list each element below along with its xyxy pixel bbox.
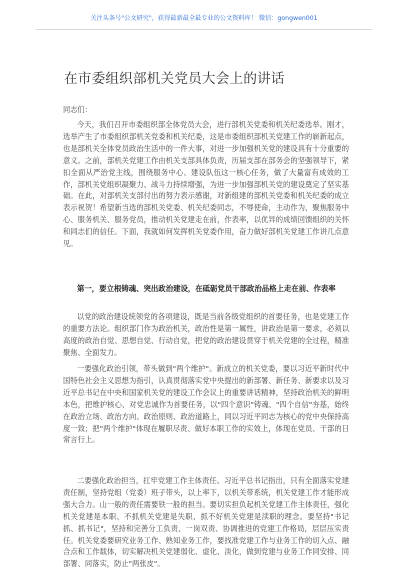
paragraph: 以党的政治建设统领党的各项建设，既是当前各级党组织的首要任务，也是党建工作的重要方法论。组织部门作为政治机关，政治性是第一属性，讲政治是第一要求，必须以高度的政治自觉、思想自觉、行动自觉，把党的政治建设贯穿于机关党建的全过程，精准聚焦、全面发力。 bbox=[63, 312, 349, 357]
document-title: 在市委组织部机关党员大会上的讲话 bbox=[64, 71, 285, 87]
paragraph: 今天，我们召开市委组织部全体党员大会，进行部机关党委和机关纪委选举。刚才，选举产生了市委组织部机关党委和机关纪委，这是市委组织部机关党建工作的崭新起点，也是部机关全体党员政治生活中的一件大事，对进一步加强机关党的建设具有十分重要的意义。之前，部机关党建工作由机关支部具体负责，历届支部在部务会的坚强领导下，紧扣全面从严治党主线，围绕服务中心、建设队伍这一核心任务，做了大量富有成效的工作，部机关党组织凝聚力、战斗力持续增强，为进一步加强部机关党的建设奠定了坚实基础。在此，对部机关支部付出的努力表示感谢，对新组建的部机关党委和机关纪委的成立表示祝贺！希望新当选的部机关党委、机关纪委同志，不辱使命，主动作为，聚焦服务中心、服务机关、服务党员，推动机关党建走在前，作表率，以优异的成绩回馈组织的关怀和同志们的信任。下面，我就如何发挥机关党委作用，奋力做好部机关党建工作讲几点意见。 bbox=[63, 120, 349, 249]
section-heading: 第一，要立根铸魂、突出政治建设，在砥砺党员干部政治品格上走在前、作表率 bbox=[77, 284, 336, 293]
paragraph: 一要强化政治引领，带头做到"两个维护"。新成立的机关党委，要以习近平新时代中国特色社会主义思想为指引，认真贯彻落实党中央提出的新部署、新任务、新要求以及习近平总书记在中央和国家机关党的建设工作会议上的重要讲话精神，坚持政治机关的鲜明本色，把维护核心、对党忠诚作为首要任务，以"四个意识"铸魂、"四个自信"夯基，始终在政治立场、政治方向、政治原则、政治道路上，同以习近平同志为核心的党中央保持高度一致；把"两个维护"体现在履职尽责、做好本职工作的实效上，体现在党员、干部的日常言行上。 bbox=[63, 364, 349, 445]
salutation: 同志们： bbox=[63, 105, 92, 114]
header-divider bbox=[36, 29, 372, 30]
paragraph: 二要强化政治担当，扛牢党建工作主体责任。习近平总书记指出，只有全面落实党建责任制，坚持党组（党委）班子带头，以上率下，以机关带系统，机关党建工作才能形成强大合力。山一般的责任需要铁一般的担当。要切实担负起机关党建工作主体责任，强化机关党建是本职、不抓机关党建是失职、抓不好机关党建是渎职的理念。要坚持"书记抓、抓书记"，坚持和完善分工负责、一岗双责、协调推进的党建工作格局，层层压实责任。机关党委要研究业务工作、熟知业务工作，要找准党建工作与业务工作的切入点、融合点和工作载体，切实解决机关党建弱化、虚化、淡化，做到党建与业务工作同安排、同部署、同落实，防止"两张皮"。 bbox=[63, 476, 349, 569]
top-notice: 关注头条号"公文研究"，获得最新最全最专业的公文资料库！ 微信：gongwen001 bbox=[90, 15, 318, 22]
